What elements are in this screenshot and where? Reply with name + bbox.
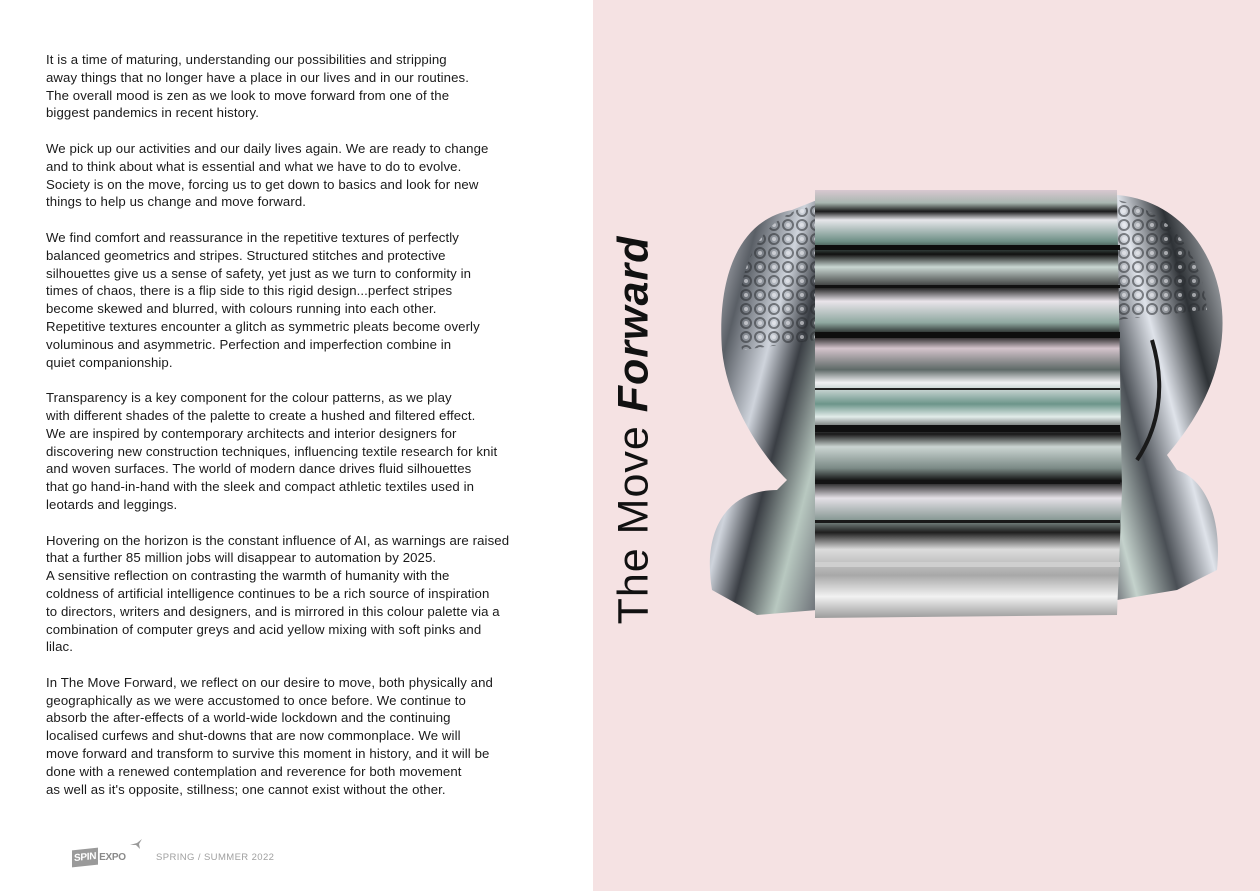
glitched-bust-image: [697, 190, 1232, 620]
bird-icon: [130, 839, 142, 849]
article-paragraph-1: It is a time of maturing, understanding our possibilities and stripping away things that no longer have a place in our lives and in our routines. The overall mood is zen as we look to move forward from one of the biggest pandemics in recent history.: [46, 52, 469, 121]
spinexpo-logo: [72, 843, 134, 871]
article-paragraph-3: We find comfort and reassurance in the repetitive textures of perfectly balanced geometrics and stripes. Structured stitches and protective silhouettes give us a sense of safety, yet just as we turn to conformity in times of chaos, there is a flip side to this rigid design...perfect stripes become skewed and blurred, with colours running into each other. Repetitive textures encounter a glitch as symmetric pleats become overly voluminous and asymmetric. Perfection and imperfection combine in quiet companionship.: [46, 229, 480, 370]
title-bold-part: Forward: [609, 235, 658, 413]
logo-expo-text: EXPO: [99, 851, 126, 863]
season-label: SPRING / SUMMER 2022: [156, 851, 275, 863]
article-paragraph-2: We pick up our activities and our daily lives again. We are ready to change and to think about what is essential and what we have to do to evolve. Society is on the move, forcing us to get down to basics and look for new things to help us change and move forward.: [46, 140, 489, 210]
article-body: [46, 51, 576, 816]
page-footer: [72, 842, 274, 872]
logo-spin-text: SPIN: [72, 847, 98, 867]
left-page: [0, 0, 593, 891]
page-title: [610, 236, 659, 625]
title-light-part: The Move: [609, 412, 658, 625]
article-paragraph-5: Hovering on the horizon is the constant influence of AI, as warnings are raised that a further 85 million jobs will disappear to automation by 2025. A sensitive reflection on contrasting the warmth of humanity with the coldness of artificial intelligence continues to be a rich source of inspiration to directors, writers and designers, and is mirrored in this colour palette via a combination of computer greys and acid yellow mixing with soft pinks and lilac.: [46, 532, 510, 655]
article-paragraph-4: Transparency is a key component for the colour patterns, as we play with different shades of the palette to create a hushed and filtered effect. We are inspired by contemporary architects and interior designers for discovering new construction techniques, influencing textile research for knit and woven surfaces. The world of modern dance drives fluid silhouettes that go hand-in-hand with the sleek and compact athletic textiles used in leotards and leggings.: [46, 390, 498, 512]
article-paragraph-6: In The Move Forward, we reflect on our desire to move, both physically and geographically as we were accustomed to once before. We continue to absorb the after-effects of a world-wide lockdown and the continuing localised curfews and shut-downs that are now commonplace. We will move forward and transform to survive this moment in history, and it will be done with a renewed contemplation and reverence for both movement as well as it's opposite, stillness; one cannot exist without the other.: [46, 674, 493, 797]
